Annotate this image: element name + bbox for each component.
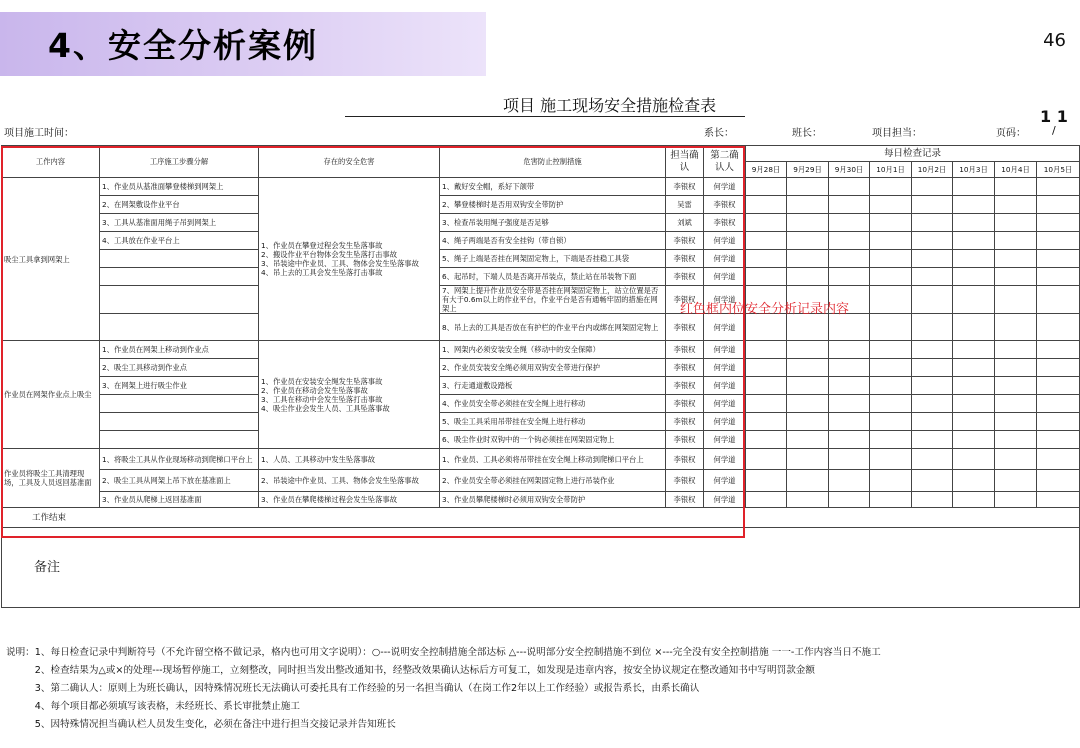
note-line: 3、第二确认人：原则上为班长确认，因特殊情况班长无法确认可委托具有工作经验的另一名担当确认（在岗工作2年以上工作经验）或报告系长，由系长确认 (6, 683, 700, 694)
daily-check-cell[interactable] (829, 377, 870, 395)
daily-check-cell[interactable] (953, 250, 995, 268)
daily-check-cell[interactable] (746, 413, 787, 431)
meta-start-time: 项目施工时间： (4, 128, 74, 139)
daily-check-cell[interactable] (746, 314, 787, 341)
table-row (2, 508, 1080, 528)
daily-check-cell[interactable] (870, 178, 912, 196)
daily-check-cell[interactable] (829, 314, 870, 341)
daily-check-cell[interactable] (829, 232, 870, 250)
header-date: 9月29日 (787, 162, 829, 178)
sheet-title: 项目 施工现场安全措施检查表 (345, 96, 745, 117)
daily-check-cell[interactable] (787, 449, 829, 470)
daily-check-cell[interactable] (912, 449, 953, 470)
daily-check-cell[interactable] (995, 359, 1037, 377)
daily-check-cell[interactable] (870, 196, 912, 214)
daily-check-cell[interactable] (1037, 359, 1080, 377)
daily-check-cell[interactable] (746, 196, 787, 214)
second-confirm-cell: 何学道 (704, 232, 746, 250)
control-cell: 4、作业员安全带必须挂在安全绳上进行移动 (440, 395, 666, 413)
owner-cell: 李银权 (666, 178, 704, 196)
step-cell: 2、在网架敷设作业平台 (100, 196, 259, 214)
daily-check-cell[interactable] (912, 232, 953, 250)
daily-check-cell[interactable] (1037, 232, 1080, 250)
step-cell (100, 395, 259, 413)
daily-check-cell[interactable] (1037, 196, 1080, 214)
step-cell (100, 268, 259, 286)
daily-check-cell[interactable] (870, 268, 912, 286)
daily-check-cell[interactable] (1037, 470, 1080, 492)
second-confirm-cell: 何学道 (704, 286, 746, 314)
step-cell: 3、在网架上进行吸尘作业 (100, 377, 259, 395)
owner-cell: 李银权 (666, 314, 704, 341)
owner-cell: 李银权 (666, 449, 704, 470)
header-date: 10月5日 (1037, 162, 1080, 178)
daily-check-cell[interactable] (1037, 431, 1080, 449)
hazard-cell: 3、作业员在攀爬楼梯过程会发生坠落事故 (259, 492, 440, 508)
daily-check-cell[interactable] (912, 431, 953, 449)
owner-cell: 李银权 (666, 431, 704, 449)
daily-check-cell[interactable] (912, 214, 953, 232)
table-row (2, 268, 1080, 286)
daily-check-cell[interactable] (787, 359, 829, 377)
daily-check-cell[interactable] (953, 359, 995, 377)
owner-cell: 李银权 (666, 232, 704, 250)
daily-check-cell[interactable] (870, 413, 912, 431)
inspection-table (1, 145, 1080, 608)
step-cell: 2、吸尘工具从网架上吊下放在基准面上 (100, 470, 259, 492)
daily-check-cell[interactable] (746, 377, 787, 395)
daily-check-cell[interactable] (1037, 492, 1080, 508)
daily-check-cell[interactable] (746, 470, 787, 492)
daily-check-cell[interactable] (787, 395, 829, 413)
table-row (2, 395, 1080, 413)
daily-check-cell[interactable] (1037, 395, 1080, 413)
page-number: 46 (1043, 30, 1066, 51)
step-cell (100, 250, 259, 268)
owner-cell: 李银权 (666, 395, 704, 413)
daily-check-cell[interactable] (953, 196, 995, 214)
meta-dept: 系长： (704, 128, 734, 139)
table-row (2, 314, 1080, 341)
header-date: 10月1日 (870, 162, 912, 178)
daily-check-cell[interactable] (746, 214, 787, 232)
daily-check-cell[interactable] (746, 359, 787, 377)
daily-check-cell[interactable] (912, 250, 953, 268)
header-work: 工作内容 (2, 146, 100, 178)
daily-check-cell[interactable] (870, 431, 912, 449)
second-confirm-cell: 何学道 (704, 341, 746, 359)
meta-pm: 项目担当： (872, 128, 922, 139)
daily-check-cell[interactable] (1037, 250, 1080, 268)
daily-check-cell[interactable] (829, 196, 870, 214)
daily-check-cell[interactable] (995, 232, 1037, 250)
table-row (2, 232, 1080, 250)
daily-check-cell[interactable] (870, 214, 912, 232)
daily-check-cell[interactable] (787, 214, 829, 232)
daily-check-cell[interactable] (1037, 377, 1080, 395)
work-content-cell: 作业员在网架作业点上吸尘 (2, 341, 100, 449)
daily-check-cell[interactable] (829, 178, 870, 196)
control-cell: 3、行走通道敷设踏板 (440, 377, 666, 395)
daily-check-cell[interactable] (953, 314, 995, 341)
second-confirm-cell: 何学道 (704, 470, 746, 492)
daily-check-cell[interactable] (953, 214, 995, 232)
daily-check-cell[interactable] (995, 470, 1037, 492)
daily-check-cell[interactable] (787, 413, 829, 431)
daily-check-cell[interactable] (953, 341, 995, 359)
control-cell: 5、吸尘工具采用吊带挂在安全绳上进行移动 (440, 413, 666, 431)
step-cell: 1、作业员从基准面攀登楼梯到网架上 (100, 178, 259, 196)
daily-check-cell[interactable] (995, 268, 1037, 286)
daily-check-cell[interactable] (870, 232, 912, 250)
daily-check-cell[interactable] (1037, 178, 1080, 196)
daily-check-cell[interactable] (953, 492, 995, 508)
daily-check-cell[interactable] (953, 395, 995, 413)
hazard-cell: 1、作业员在攀登过程会发生坠落事故 2、搬设作业平台物体会发生坠落打击事故 3、吊装途中作业员、工具、物体会发生坠落事故 4、吊上去的工具会发生坠落打击事故 (259, 178, 440, 341)
daily-check-cell[interactable] (912, 359, 953, 377)
hazard-cell: 1、人员、工具移动中发生坠落事故 (259, 449, 440, 470)
daily-check-cell[interactable] (870, 449, 912, 470)
daily-check-cell[interactable] (953, 268, 995, 286)
note-line: 说明：1、每日检查记录中判断符号（不允许留空格不做记录，格内也可用文字说明）：○---说明安全控制措施全部达标 △---说明部分安全控制措施不到位 ×---完全没有安全控制措施 一一-工作内容当日不施工 (6, 647, 881, 658)
daily-check-cell[interactable] (746, 232, 787, 250)
daily-check-cell[interactable] (995, 250, 1037, 268)
header-hazard: 存在的安全危害 (259, 146, 440, 178)
control-cell: 3、作业员攀爬楼梯时必须用双钩安全带防护 (440, 492, 666, 508)
daily-check-cell[interactable] (953, 470, 995, 492)
daily-check-cell[interactable] (787, 268, 829, 286)
daily-check-cell[interactable] (787, 250, 829, 268)
daily-check-cell[interactable] (953, 232, 995, 250)
daily-check-cell[interactable] (787, 178, 829, 196)
daily-check-cell[interactable] (787, 377, 829, 395)
daily-check-cell[interactable] (787, 196, 829, 214)
daily-check-cell[interactable] (870, 470, 912, 492)
daily-check-cell[interactable] (870, 250, 912, 268)
daily-check-cell[interactable] (829, 413, 870, 431)
owner-cell: 李银权 (666, 359, 704, 377)
daily-check-cell[interactable] (995, 196, 1037, 214)
control-cell: 2、攀登楼梯时是否用双钩安全带防护 (440, 196, 666, 214)
header-second: 第二确认人 (704, 146, 746, 178)
daily-check-cell[interactable] (787, 492, 829, 508)
owner-cell: 李银权 (666, 377, 704, 395)
daily-check-cell[interactable] (912, 377, 953, 395)
daily-check-cell[interactable] (829, 214, 870, 232)
owner-cell: 李银权 (666, 341, 704, 359)
daily-check-cell[interactable] (995, 492, 1037, 508)
daily-check-cell[interactable] (953, 413, 995, 431)
daily-check-cell[interactable] (953, 431, 995, 449)
table-row (2, 341, 1080, 359)
step-cell: 1、将吸尘工具从作业现场移动到爬梯口平台上 (100, 449, 259, 470)
owner-cell: 李银权 (666, 470, 704, 492)
daily-check-cell[interactable] (870, 314, 912, 341)
daily-check-cell[interactable] (1037, 214, 1080, 232)
daily-check-cell[interactable] (746, 431, 787, 449)
header-date: 10月4日 (995, 162, 1037, 178)
control-cell: 7、网架上提升作业员安全带是否挂在网架固定物上，站立位置是否有大于0.6m以上的作业平台，作业平台是否有通畅牢固的措施在网架上 (440, 286, 666, 314)
daily-check-cell[interactable] (1037, 413, 1080, 431)
daily-check-cell[interactable] (787, 341, 829, 359)
step-cell (100, 314, 259, 341)
table-row (2, 470, 1080, 492)
control-cell: 4、绳子两端是否有安全挂钩（带自锁） (440, 232, 666, 250)
note-line: 5、因特殊情况担当确认栏人员发生变化，必须在备注中进行担当交接记录并告知班长 (6, 719, 396, 730)
step-cell: 3、作业员从爬梯上返回基准面 (100, 492, 259, 508)
daily-check-cell[interactable] (870, 286, 912, 314)
daily-check-cell[interactable] (1037, 341, 1080, 359)
step-cell: 1、作业员在网架上移动到作业点 (100, 341, 259, 359)
owner-cell: 李银权 (666, 250, 704, 268)
sheet-code: 1 1 (1040, 107, 1068, 126)
daily-check-cell[interactable] (912, 395, 953, 413)
daily-check-cell[interactable] (953, 286, 995, 314)
daily-check-cell[interactable] (787, 314, 829, 341)
step-cell (100, 286, 259, 314)
daily-check-cell[interactable] (912, 178, 953, 196)
header-date: 9月28日 (746, 162, 787, 178)
header-daily: 每日检查记录 (746, 146, 1080, 162)
control-cell: 2、作业员安装安全绳必须用双钩安全带进行保护 (440, 359, 666, 377)
work-content-cell: 作业员将吸尘工具清理现场，工具及人员返回基准面 (2, 449, 100, 508)
work-content-cell: 吸尘工具拿到网架上 (2, 178, 100, 341)
daily-check-cell[interactable] (995, 413, 1037, 431)
table-row (2, 377, 1080, 395)
step-cell: 2、吸尘工具移动到作业点 (100, 359, 259, 377)
daily-check-cell[interactable] (995, 395, 1037, 413)
table-row (2, 413, 1080, 431)
daily-check-cell[interactable] (870, 341, 912, 359)
daily-check-cell[interactable] (995, 431, 1037, 449)
control-cell: 5、绳子上端是否挂在网架固定物上，下端是否挂稳工具袋 (440, 250, 666, 268)
daily-check-cell[interactable] (995, 214, 1037, 232)
sheet-code-slash: / (1052, 124, 1056, 137)
header-date: 10月2日 (912, 162, 953, 178)
second-confirm-cell: 何学道 (704, 449, 746, 470)
table-row (2, 359, 1080, 377)
daily-check-cell[interactable] (912, 470, 953, 492)
second-confirm-cell: 何学道 (704, 492, 746, 508)
second-confirm-cell: 何学道 (704, 250, 746, 268)
table-row (2, 286, 1080, 314)
daily-check-cell[interactable] (953, 178, 995, 196)
daily-check-cell[interactable] (870, 359, 912, 377)
notes (6, 644, 1076, 734)
owner-cell: 李银权 (666, 492, 704, 508)
owner-cell: 刘斌 (666, 214, 704, 232)
daily-check-cell[interactable] (829, 359, 870, 377)
daily-check-cell[interactable] (912, 286, 953, 314)
table-row (2, 250, 1080, 268)
work-end-cell: 工作结束 (2, 508, 1080, 528)
second-confirm-cell: 何学道 (704, 268, 746, 286)
daily-check-cell[interactable] (829, 470, 870, 492)
step-cell: 4、工具放在作业平台上 (100, 232, 259, 250)
daily-check-cell[interactable] (829, 395, 870, 413)
daily-check-cell[interactable] (912, 314, 953, 341)
daily-check-cell[interactable] (912, 413, 953, 431)
daily-check-cell[interactable] (912, 268, 953, 286)
daily-check-cell[interactable] (953, 449, 995, 470)
daily-check-cell[interactable] (746, 449, 787, 470)
step-cell: 3、工具从基准面用绳子吊到网架上 (100, 214, 259, 232)
daily-check-cell[interactable] (746, 492, 787, 508)
daily-check-cell[interactable] (995, 286, 1037, 314)
header-control: 危害防止控制措施 (440, 146, 666, 178)
meta-team: 班长： (792, 128, 822, 139)
remarks-cell: 备注 (2, 528, 1080, 608)
control-cell: 8、吊上去的工具是否放在有护栏的作业平台内或绑在网架固定物上 (440, 314, 666, 341)
daily-check-cell[interactable] (995, 341, 1037, 359)
daily-check-cell[interactable] (787, 232, 829, 250)
daily-check-cell[interactable] (746, 395, 787, 413)
second-confirm-cell: 何学道 (704, 359, 746, 377)
hazard-cell: 2、吊装途中作业员、工具、物体会发生坠落事故 (259, 470, 440, 492)
control-cell: 2、作业员安全带必须挂在网架固定物上进行吊装作业 (440, 470, 666, 492)
daily-check-cell[interactable] (995, 314, 1037, 341)
control-cell: 1、戴好安全帽，系好下颌带 (440, 178, 666, 196)
daily-check-cell[interactable] (912, 196, 953, 214)
daily-check-cell[interactable] (912, 341, 953, 359)
daily-check-cell[interactable] (870, 492, 912, 508)
table-row (2, 178, 1080, 196)
second-confirm-cell: 李银权 (704, 214, 746, 232)
second-confirm-cell: 何学道 (704, 431, 746, 449)
daily-check-cell[interactable] (829, 341, 870, 359)
step-cell (100, 413, 259, 431)
second-confirm-cell: 何学道 (704, 395, 746, 413)
daily-check-cell[interactable] (746, 341, 787, 359)
daily-check-cell[interactable] (870, 395, 912, 413)
control-cell: 3、检查吊装用绳子强度是否足够 (440, 214, 666, 232)
daily-check-cell[interactable] (829, 449, 870, 470)
table-row (2, 528, 1080, 608)
note-line: 4、每个项目都必须填写该表格，未经班长、系长审批禁止施工 (6, 701, 300, 712)
hazard-cell: 1、作业员在安装安全绳发生坠落事故 2、作业员在移动会发生坠落事故 3、工具在移动中会发生坠落打击事故 4、吸尘作业会发生人员、工具坠落事故 (259, 341, 440, 449)
daily-check-cell[interactable] (1037, 268, 1080, 286)
header-date: 10月3日 (953, 162, 995, 178)
slide-title: 4、安全分析案例 (48, 26, 318, 65)
header-date: 9月30日 (829, 162, 870, 178)
annotation-text: 红色框内位安全分析记录内容 (680, 302, 850, 317)
daily-check-cell[interactable] (870, 377, 912, 395)
step-cell (100, 431, 259, 449)
daily-check-cell[interactable] (746, 268, 787, 286)
daily-check-cell[interactable] (995, 377, 1037, 395)
control-cell: 6、起吊时，下端人员是否离开吊装点，禁止站在吊装物下面 (440, 268, 666, 286)
table-row (2, 214, 1080, 232)
owner-cell: 李银权 (666, 286, 704, 314)
control-cell: 1、作业员、工具必须将吊带挂在安全绳上移动到爬梯口平台上 (440, 449, 666, 470)
daily-check-cell[interactable] (995, 178, 1037, 196)
daily-check-cell[interactable] (912, 492, 953, 508)
header-steps: 工序施工步骤分解 (100, 146, 259, 178)
daily-check-cell[interactable] (995, 449, 1037, 470)
second-confirm-cell: 何学道 (704, 377, 746, 395)
owner-cell: 李银权 (666, 413, 704, 431)
note-line: 2、检查结果为△或×的处理---现场暂停施工，立刻整改，同时担当发出整改通知书，经整改效果确认达标后方可复工，如发现是违章内容，按安全协议规定在整改通知书中写明罚款金额 (6, 665, 815, 676)
daily-check-cell[interactable] (829, 268, 870, 286)
table-row (2, 196, 1080, 214)
daily-check-cell[interactable] (953, 377, 995, 395)
control-cell: 6、吸尘作业时双钩中的一个钩必须挂在网架固定物上 (440, 431, 666, 449)
daily-check-cell[interactable] (1037, 286, 1080, 314)
daily-check-cell[interactable] (1037, 314, 1080, 341)
daily-check-cell[interactable] (829, 250, 870, 268)
daily-check-cell[interactable] (829, 492, 870, 508)
daily-check-cell[interactable] (746, 250, 787, 268)
daily-check-cell[interactable] (787, 470, 829, 492)
table-row (2, 492, 1080, 508)
second-confirm-cell: 何学道 (704, 178, 746, 196)
owner-cell: 李银权 (666, 268, 704, 286)
table-row (2, 431, 1080, 449)
daily-check-cell[interactable] (829, 431, 870, 449)
header-owner: 担当确认 (666, 146, 704, 178)
daily-check-cell[interactable] (746, 178, 787, 196)
second-confirm-cell: 何学道 (704, 314, 746, 341)
table-row (2, 449, 1080, 470)
owner-cell: 吴雷 (666, 196, 704, 214)
second-confirm-cell: 何学道 (704, 413, 746, 431)
daily-check-cell[interactable] (787, 431, 829, 449)
control-cell: 1、网架内必须安装安全绳（移动中的安全保障） (440, 341, 666, 359)
daily-check-cell[interactable] (1037, 449, 1080, 470)
meta-page: 页码： (996, 128, 1026, 139)
second-confirm-cell: 李银权 (704, 196, 746, 214)
